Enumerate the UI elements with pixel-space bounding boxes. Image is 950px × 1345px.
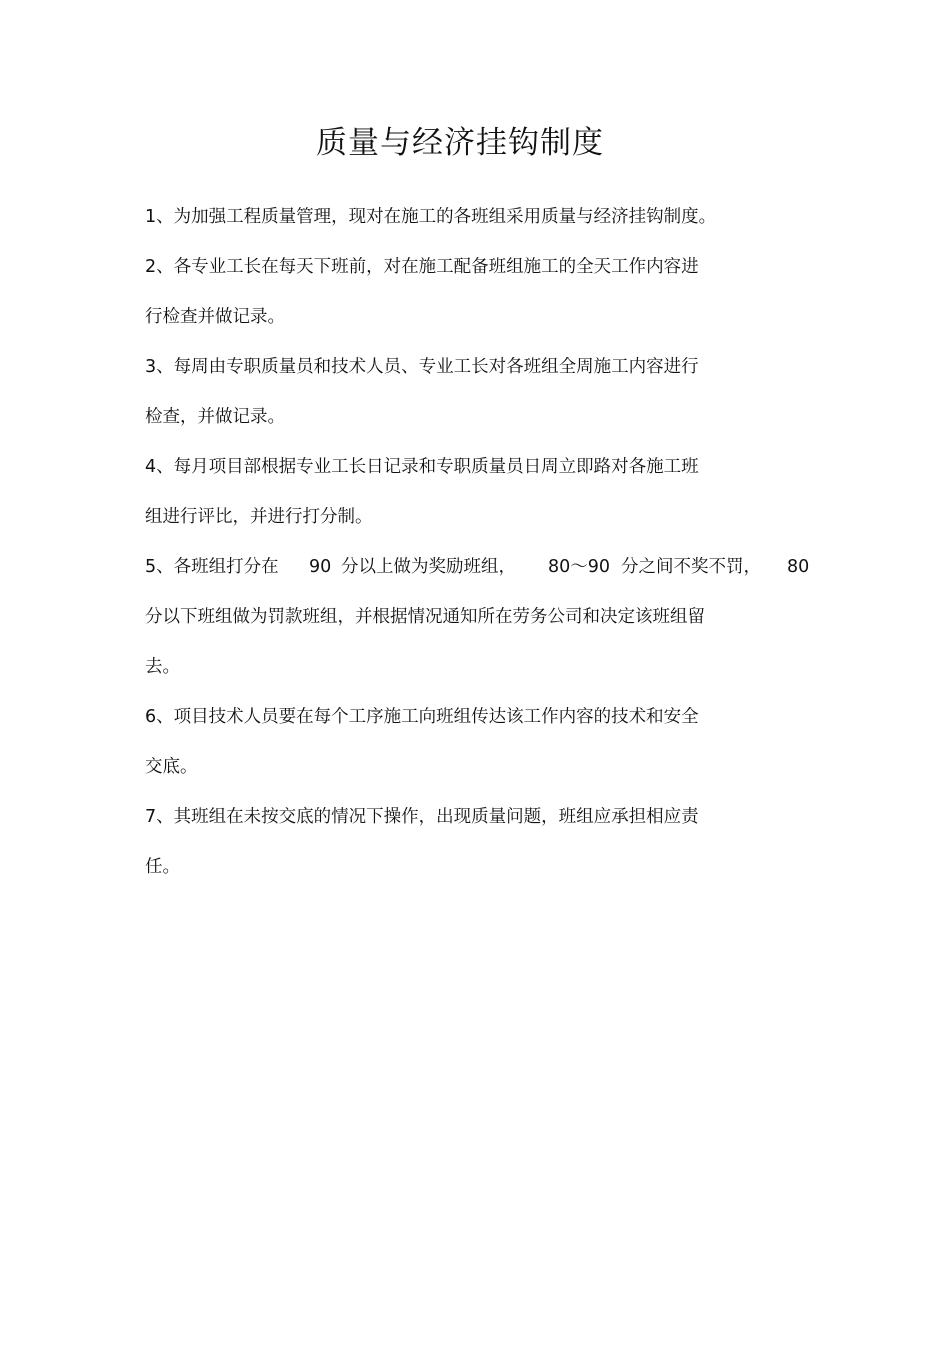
item-4-line-2: 组进行评比，并进行打分制。 [145,507,373,527]
item-5-score-range: 80～90 [548,557,611,577]
item-4-line-1: 4、每月项目部根据专业工长日记录和专职质量员日周立即路对各施工班 [145,457,699,477]
item-6-line-2: 交底。 [145,757,198,777]
item-3-line-1: 3、每周由专职质量员和技术人员、专业工长对各班组全周施工内容进行 [145,357,699,377]
item-5-segment: 5、各班组打分在 [145,557,279,577]
item-5-line-1 [0,552,950,582]
document-title: 质量与经济挂钩制度 [316,125,604,161]
item-1-line-1: 1、为加强工程质量管理，现对在施工的各班组采用质量与经济挂钩制度。 [145,207,717,227]
item-5-segment: 分以上做为奖励班组， [341,557,516,577]
item-3-line-2: 检查，并做记录。 [145,407,285,427]
item-5-line-2: 分以下班组做为罚款班组，并根据情况通知所在劳务公司和决定该班组留 [145,607,705,627]
item-6-line-1: 6、项目技术人员要在每个工序施工向班组传达该工作内容的技术和安全 [145,707,699,727]
item-5-score-80: 80 [787,557,810,577]
item-2-line-1: 2、各专业工长在每天下班前，对在施工配备班组施工的全天工作内容进 [145,257,699,277]
item-5-line-3: 去。 [145,657,180,677]
item-2-line-2: 行检查并做记录。 [145,307,285,327]
item-7-line-1: 7、其班组在未按交底的情况下操作，出现质量问题，班组应承担相应责 [145,807,699,827]
item-7-line-2: 任。 [145,857,180,877]
item-5-segment: 分之间不奖不罚， [621,557,761,577]
item-5-score-90: 90 [309,557,332,577]
